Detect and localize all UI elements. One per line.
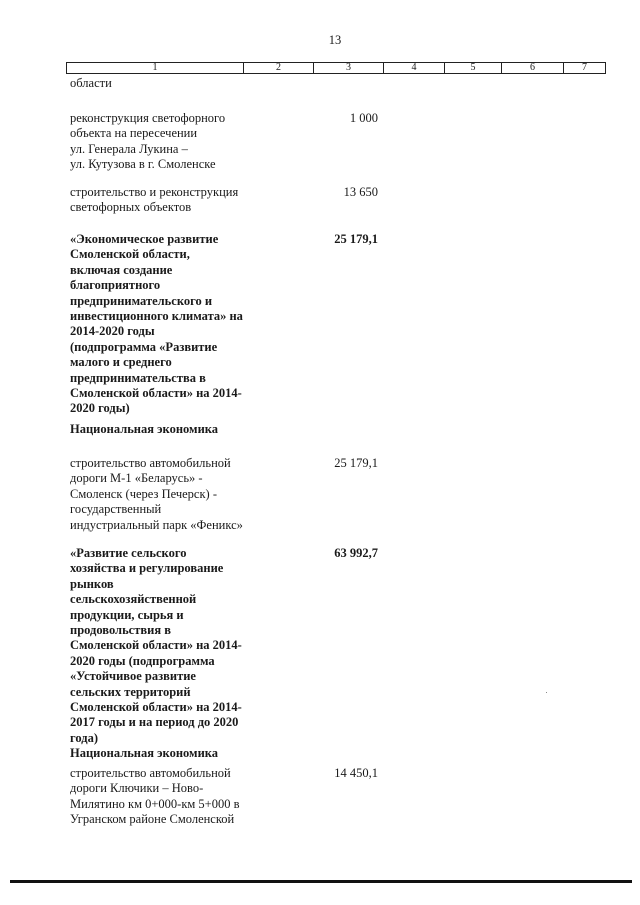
column-number-6: 6: [502, 63, 564, 73]
column-number-2: 2: [244, 63, 314, 73]
row-name: реконструкция светофорного объекта на пересечении ул. Генерала Лукина – ул. Кутузова в г. Смоленске: [70, 111, 226, 172]
column-number-4: 4: [384, 63, 445, 73]
bottom-rule: [10, 880, 632, 883]
row-name: области: [70, 76, 112, 90]
column-number-3: 3: [314, 63, 384, 73]
row-value: 1 000: [349, 111, 378, 125]
row-value: 13 650: [343, 185, 378, 199]
row-name: строительство автомобильной дороги М-1 «Беларусь» - Смоленск (через Печерск) - государственный индустриальный парк «Феникс»: [70, 456, 243, 532]
section-heading: Национальная экономика: [70, 422, 219, 436]
scan-speck: [546, 692, 547, 693]
page-number: 13: [328, 33, 342, 47]
row-name: строительство автомобильной дороги Ключики – Ново- Милятино км 0+000-км 5+000 в Угранском районе Смоленской: [70, 766, 240, 827]
program-total: 25 179,1: [334, 232, 378, 246]
program-title: «Развитие сельского хозяйства и регулирование рынков сельскохозяйственной продукции, сырья и продовольствия в Смоленской области» на 2014- 2020 годы (подпрограмма «Устойчивое развитие сельских территорий Смоленской области» на 2014- 2017 годы и на период до 2020 года) Национальная экономика: [70, 546, 242, 761]
column-number-7: 7: [582, 62, 587, 73]
row-value: 25 179,1: [334, 456, 378, 470]
table-column-numbers-header: [66, 62, 606, 74]
program-total: 63 992,7: [334, 546, 378, 560]
row-name: строительство и реконструкция светофорных объектов: [70, 185, 239, 215]
column-number-5: 5: [445, 63, 502, 73]
row-value: 14 450,1: [334, 766, 378, 780]
program-title: «Экономическое развитие Смоленской области, включая создание благоприятного предпринимательского и инвестиционного климата» на 2014-2020 годы (подпрограмма «Развитие малого и среднего предпринимательства в Смоленской области» на 2014- 2020 годы): [70, 232, 243, 416]
column-number-1: 1: [67, 63, 244, 73]
